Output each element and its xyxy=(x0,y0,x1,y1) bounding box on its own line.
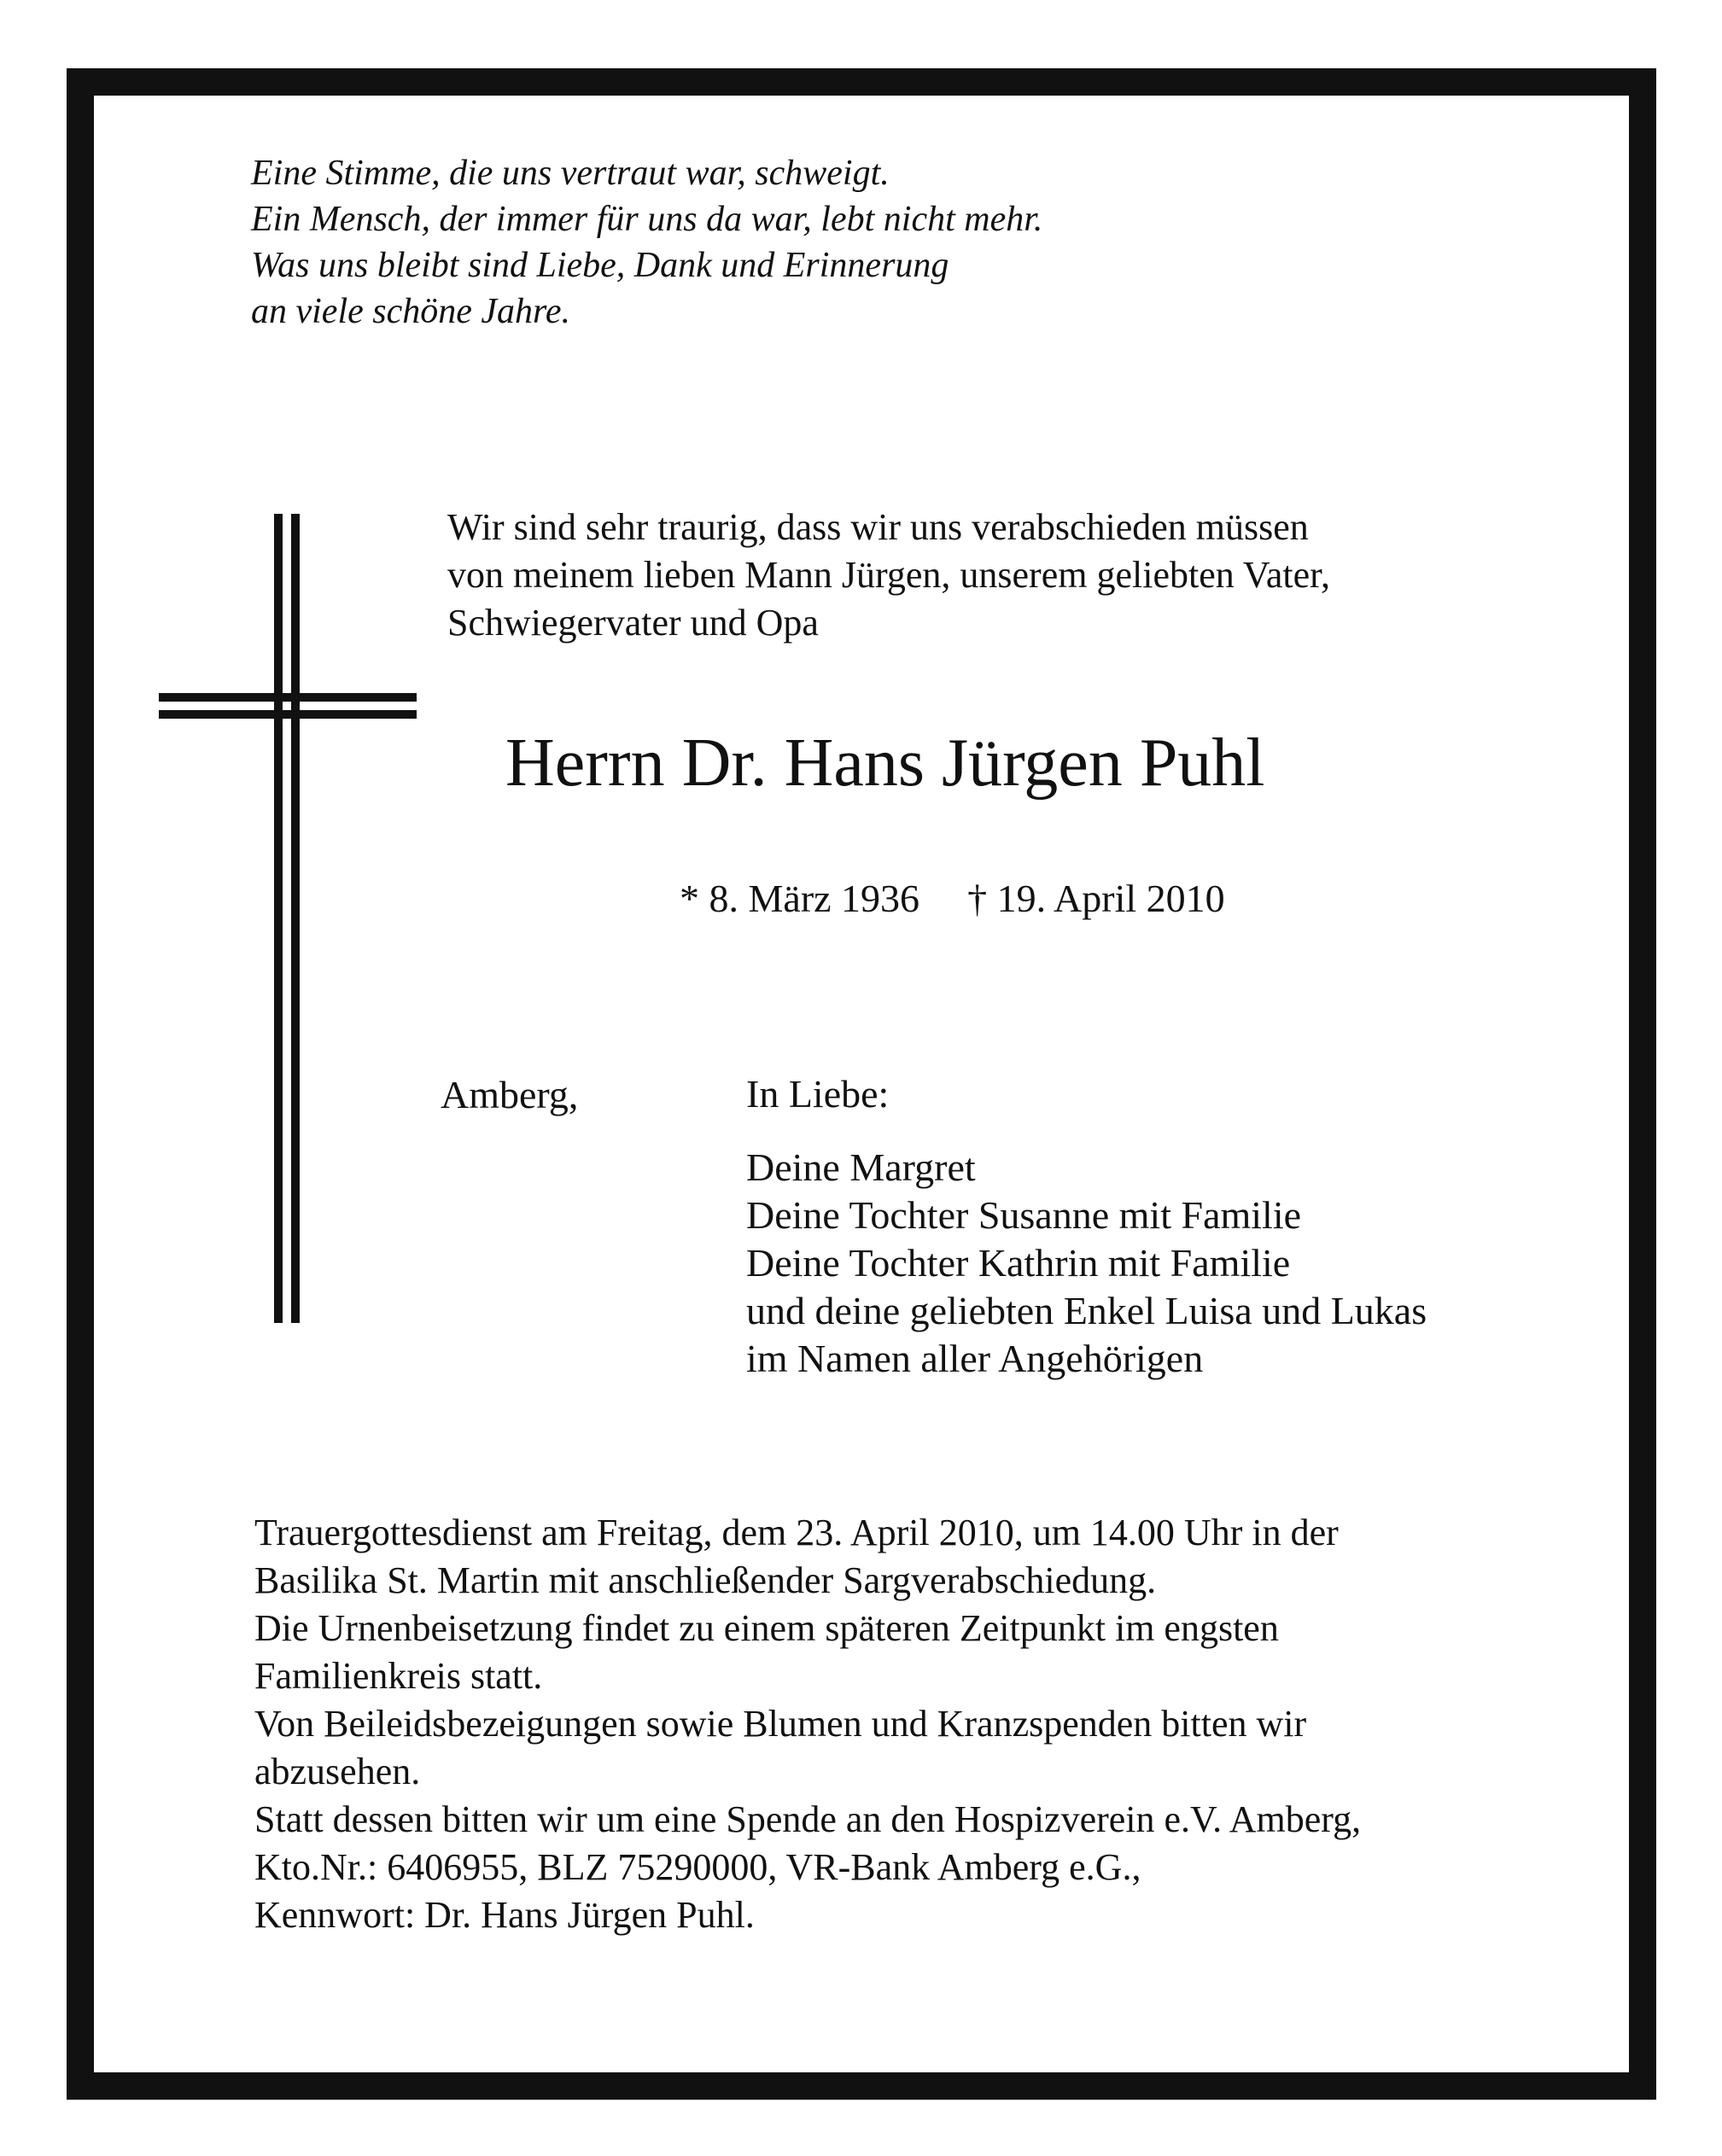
notice-line: Die Urnenbeisetzung findet zu einem späteren Zeitpunkt im engsten xyxy=(254,1607,1279,1649)
death-date: † 19. April 2010 xyxy=(967,877,1225,920)
cross-horizontal-bar xyxy=(159,693,417,719)
poem-line: an viele schöne Jahre. xyxy=(251,292,570,331)
intro-line: Schwiegervater und Opa xyxy=(447,602,819,644)
poem-line: Ein Mensch, der immer für uns da war, lebt nicht mehr. xyxy=(251,200,1043,239)
place-name: Amberg, xyxy=(441,1073,579,1116)
birth-date: * 8. März 1936 xyxy=(680,877,920,920)
notice-line: Von Beileidsbezeigungen sowie Blumen und Kranzspenden bitten wir xyxy=(254,1703,1307,1745)
family-member: Deine Tochter Susanne mit Familie xyxy=(746,1193,1302,1237)
intro-line: von meinem lieben Mann Jürgen, unserem geliebten Vater, xyxy=(447,554,1330,596)
family-member: Deine Tochter Kathrin mit Familie xyxy=(746,1241,1291,1285)
cross-vertical-bar xyxy=(274,514,300,1323)
service-notice xyxy=(254,1509,1361,1939)
family-signatures xyxy=(746,1070,1427,1383)
deceased-name: Herrn Dr. Hans Jürgen Puhl xyxy=(505,725,1265,801)
notice-line: Statt dessen bitten wir um eine Spende an den Hospizverein e.V. Amberg, xyxy=(254,1798,1362,1840)
notice-line: Familienkreis statt. xyxy=(254,1655,543,1697)
memorial-poem xyxy=(251,150,1042,335)
poem-line: Eine Stimme, die uns vertraut war, schweigt. xyxy=(251,154,890,193)
intro-line: Wir sind sehr traurig, dass wir uns verabschieden müssen xyxy=(447,506,1309,548)
family-member: Deine Margret xyxy=(746,1145,976,1189)
life-dates xyxy=(680,874,1225,924)
intro-text xyxy=(447,504,1330,647)
notice-line: Trauergottesdienst am Freitag, dem 23. April 2010, um 14.00 Uhr in der xyxy=(254,1512,1339,1553)
poem-line: Was uns bleibt sind Liebe, Dank und Erinnerung xyxy=(251,246,949,285)
notice-line: Kennwort: Dr. Hans Jürgen Puhl. xyxy=(254,1894,755,1936)
notice-line: Kto.Nr.: 6406955, BLZ 75290000, VR-Bank Amberg e.G., xyxy=(254,1846,1141,1888)
family-heading: In Liebe: xyxy=(746,1072,890,1116)
family-member: im Namen aller Angehörigen xyxy=(746,1337,1204,1380)
notice-line: Basilika St. Martin mit anschließender Sargverabschiedung. xyxy=(254,1559,1157,1601)
notice-line: abzusehen. xyxy=(254,1751,421,1792)
family-member: und deine geliebten Enkel Luisa und Lukas xyxy=(746,1289,1427,1332)
